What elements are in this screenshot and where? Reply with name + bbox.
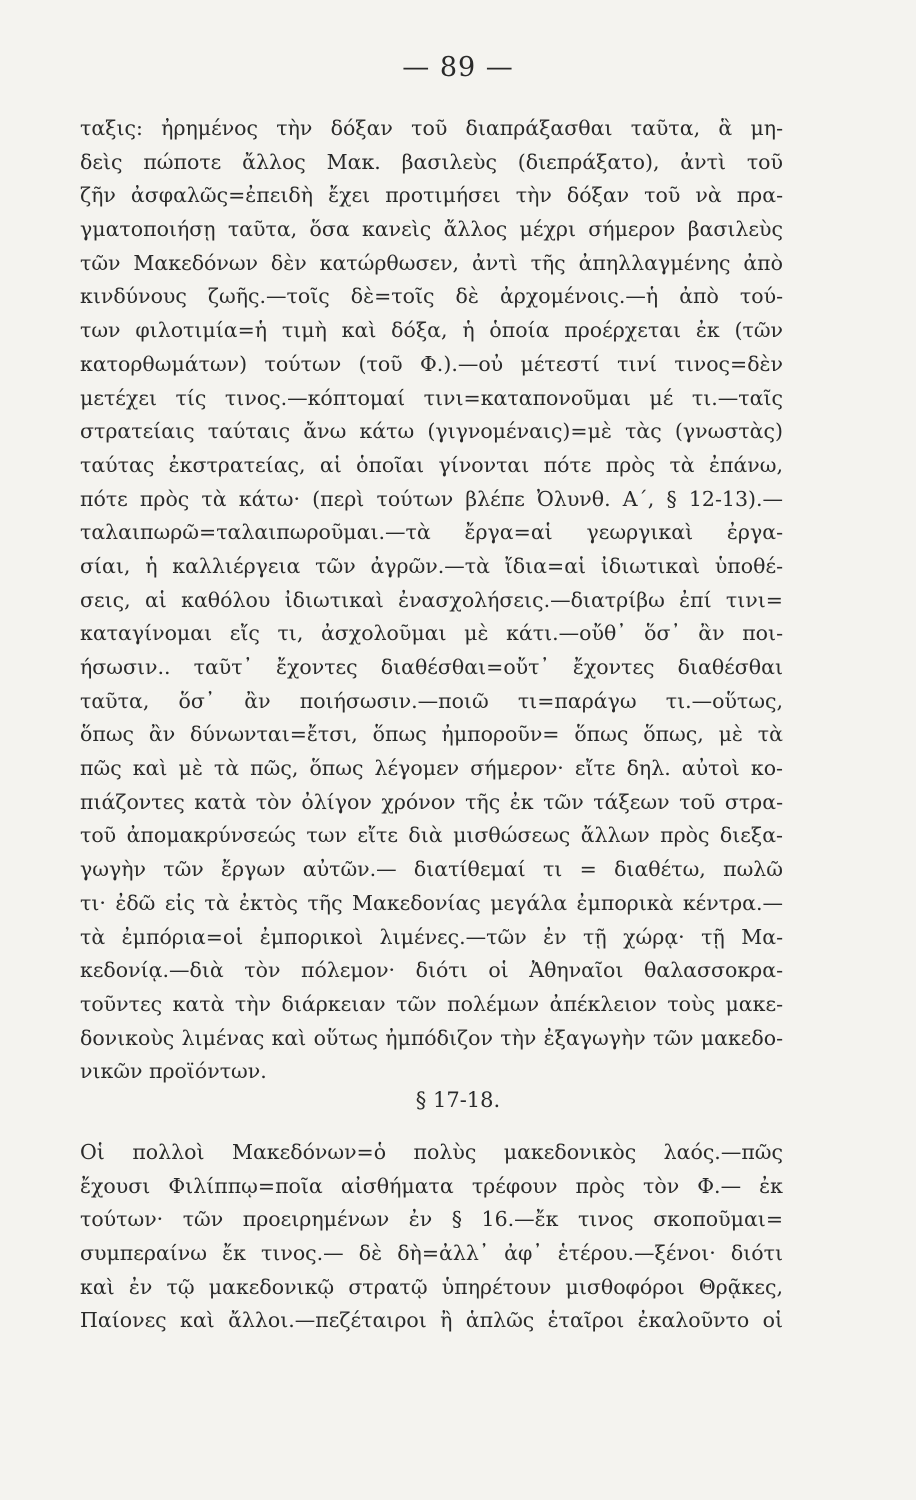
text-line: ταξις: ἠρημένος τὴν δόξαν τοῦ διαπράξασθαι ταῦτα, ἃ μη- (80, 116, 783, 140)
text-line: γματοποιήσῃ ταῦτα, ὅσα κανεὶς ἄλλος μέχρι σήμερον βασιλεὺς (80, 217, 783, 242)
text-line: νικῶν προϊόντων. (80, 1059, 267, 1084)
text-line: γωγὴν τῶν ἔργων αὐτῶν.— διατίθεμαί τι = διαθέτω, πωλῶ (80, 857, 783, 882)
text-line: ήσωσιν.. ταῦτ᾽ ἔχοντες διαθέσθαι=οὔτ᾽ ἔχοντες διαθέσθαι (80, 655, 783, 679)
text-line: τι· ἐδῶ εἰς τὰ ἐκτὸς τῆς Μακεδονίας μεγάλα ἐμπορικὰ κέντρα.— (80, 890, 783, 915)
text-line: καὶ ἐν τῷ μακεδονικῷ στρατῷ ὑπηρέτουν μισθοφόροι Θρᾷκες, (80, 1274, 783, 1299)
commentary-block (80, 1136, 783, 1338)
text-line: κατορθωμάτων) τούτων (τοῦ Φ.).—οὐ μέτεστί τινί τινος=δὲν (80, 351, 783, 376)
text-line: τοῦ ἀπομακρύνσεώς των εἴτε διὰ μισθώσεως ἄλλων πρὸς διεξα- (80, 823, 783, 848)
text-line: σεις, αἱ καθόλου ἰδιωτικαὶ ἐνασχολήσεις.—διατρίβω ἐπί τινι= (80, 587, 783, 612)
commentary-block (80, 112, 783, 1089)
text-line: των φιλοτιμία=ἡ τιμὴ καὶ δόξα, ἡ ὁποία προέρχεται ἐκ (τῶν (80, 318, 783, 343)
text-line: ὅπως ἂν δύνωνται=ἔτσι, ὅπως ἠμποροῦν= ὅπως ὅπως, μὲ τὰ (80, 722, 783, 747)
text-line: καταγίνομαι εἴς τι, ἀσχολοῦμαι μὲ κάτι.—οὔθ᾽ ὅσ᾽ ἂν ποι- (80, 621, 783, 646)
text-line: ἔχουσι Φιλίππῳ=ποῖα αἰσθήματα τρέφουν πρὸς τὸν Φ.— ἐκ (80, 1173, 783, 1198)
text-line: Παίονες καὶ ἄλλοι.—πεζέταιροι ἢ ἁπλῶς ἑταῖροι ἐκαλοῦντο οἱ (80, 1308, 783, 1333)
text-line: πῶς καὶ μὲ τὰ πῶς, ὅπως λέγομεν σήμερον· εἴτε δηλ. αὐτοὶ κο- (80, 756, 783, 781)
text-line: ταῦτα, ὅσ᾽ ἂν ποιήσωσιν.—ποιῶ τι=παράγω τι.—οὕτως, (80, 688, 783, 713)
text-line: συμπεραίνω ἔκ τινος.— δὲ δὴ=ἀλλ᾽ ἀφ᾽ ἑτέρου.—ξένοι· διότι (80, 1241, 783, 1266)
text-line: στρατείαις ταύταις ἄνω κάτω (γιγνομέναις)=μὲ τὰς (γνωστὰς) (80, 419, 783, 444)
page-number: — 89 — (402, 52, 514, 83)
text-line: τῶν Μακεδόνων δὲν κατώρθωσεν, ἀντὶ τῆς ἀπηλλαγμένης ἀπὸ (80, 250, 783, 275)
text-line: δονικοὺς λιμένας καὶ οὕτως ἠμπόδιζον τὴν ἐξαγωγὴν τῶν μακεδο- (80, 1025, 783, 1050)
text-line: πότε πρὸς τὰ κάτω· (περὶ τούτων βλέπε Ὀλυνθ. Α΄, § 12-13).— (80, 486, 783, 511)
text-line: ταύτας ἐκστρατείας, αἱ ὁποῖαι γίνονται πότε πρὸς τὰ ἐπάνω, (80, 452, 783, 477)
text-line: σίαι, ἡ καλλιέργεια τῶν ἀγρῶν.—τὰ ἴδια=αἱ ἰδιωτικαὶ ὑποθέ- (80, 553, 783, 578)
text-line: δεὶς πώποτε ἄλλος Μακ. βασιλεὺς (διεπράξατο), ἀντὶ τοῦ (80, 149, 783, 174)
text-line: ταλαιπωρῶ=ταλαιπωροῦμαι.—τὰ ἔργα=αἱ γεωργικαὶ ἐργα- (80, 520, 783, 545)
text-line: τοῦντες κατὰ τὴν διάρκειαν τῶν πολέμων ἀπέκλειον τοὺς μακε- (80, 991, 783, 1016)
text-line: μετέχει τίς τινος.—κόπτομαί τινι=καταπονοῦμαι μέ τι.—ταῖς (80, 385, 783, 410)
text-line: Οἱ πολλοὶ Μακεδόνων=ὁ πολὺς μακεδονικὸς λαός.—πῶς (80, 1140, 783, 1164)
text-line: τὰ ἐμπόρια=οἱ ἐμπορικοὶ λιμένες.—τῶν ἐν τῇ χώρᾳ· τῇ Μα- (80, 924, 783, 949)
text-line: ζῆν ἀσφαλῶς=ἐπειδὴ ἔχει προτιμήσει τὴν δόξαν τοῦ νὰ πρα- (80, 183, 783, 208)
section-heading: § 17-18. (415, 1088, 501, 1112)
text-line: πιάζοντες κατὰ τὸν ὀλίγον χρόνον τῆς ἐκ τῶν τάξεων τοῦ στρα- (80, 789, 783, 814)
text-line: κεδονίᾳ.—διὰ τὸν πόλεμον· διότι οἱ Ἀθηναῖοι θαλασσοκρα- (80, 958, 783, 983)
text-line: κινδύνους ζωῆς.—τοῖς δὲ=τοῖς δὲ ἀρχομένοις.—ἡ ἀπὸ τού- (80, 284, 783, 309)
text-line: τούτων· τῶν προειρημένων ἐν § 16.—ἔκ τινος σκοποῦμαι= (80, 1207, 783, 1232)
